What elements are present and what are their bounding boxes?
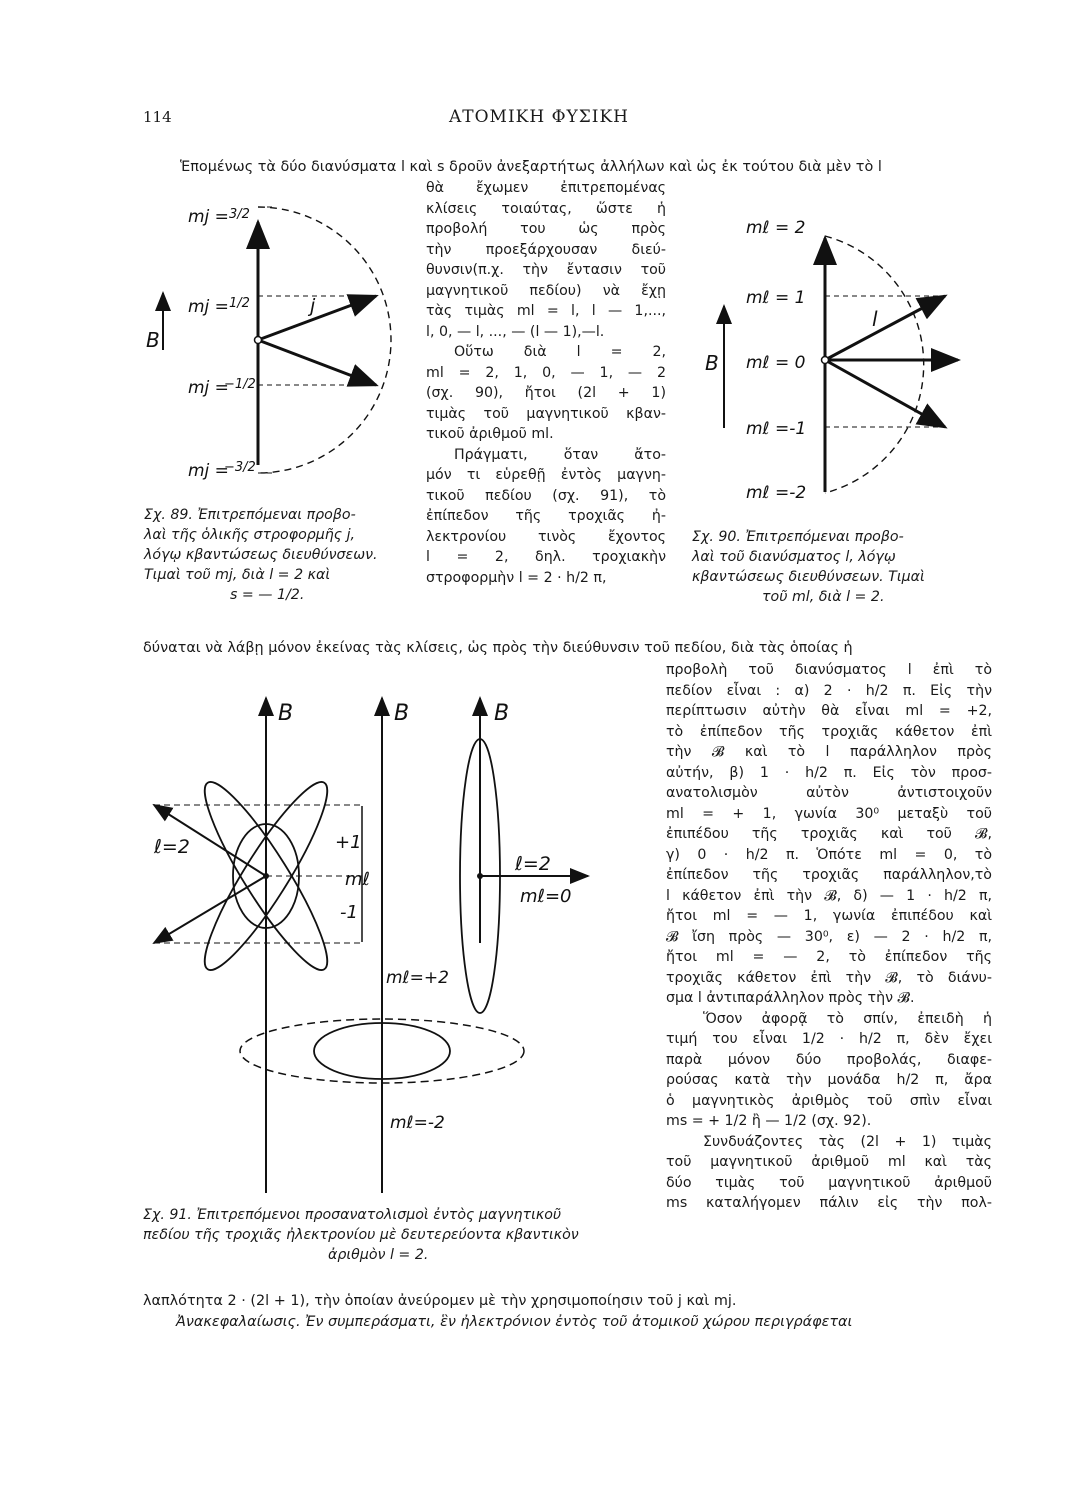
- ml-label-0: mℓ = 0: [746, 353, 806, 373]
- l-label: l: [872, 307, 878, 331]
- mj-value-3: −1/2: [224, 377, 256, 392]
- recap-line: Ἀνακεφαλαίωσις. Ἐν συμπεράσματι, ἓν ἠλεκτρόνιον ἐντὸς τοῦ ἀτομικοῦ χώρου περιγράφεται: [176, 1314, 853, 1330]
- l2-label-right: ℓ=2: [515, 853, 551, 875]
- l-vector-1: [825, 296, 945, 360]
- page-number: 114: [143, 108, 172, 126]
- mlm2-label: mℓ=-2: [390, 1113, 445, 1133]
- b-label-3: B: [494, 701, 510, 726]
- closing-line: λαπλότητα 2 · (2l + 1), τὴν ὁποίαν ἀνεύρομεν μὲ τὴν χρησιμοποίησιν τοῦ j καὶ mj.: [143, 1293, 737, 1309]
- figure-90: [700, 208, 990, 513]
- mj-value-1: 3/2: [229, 207, 250, 222]
- l-vector-minus1: [825, 360, 945, 427]
- fig89-caption: Σχ. 89. Ἐπιτρεπόμεναι προβο- λαὶ τῆς ὁλικῆς στροφορμῆς j, λόγῳ κβαντώσεως διευθύνσεων. Τιμαὶ τοῦ mj, διὰ l = 2 καὶ s = — 1/2.: [144, 507, 378, 603]
- ml0-label: mℓ=0: [520, 886, 572, 907]
- mj-label-4: mj =: [188, 461, 229, 481]
- ml-label-minus2: mℓ =-2: [746, 483, 807, 503]
- j-vector-down: [258, 340, 376, 385]
- b-label-2: B: [394, 701, 410, 726]
- semicircle: [258, 207, 391, 473]
- right-column: προβολὴ τοῦ διανύσματος l ἐπὶ τὸ πεδίον εἶναι : α) 2 · h/2 π. Εἰς τὴν περίπτωσιν αὐτὴν θὰ εἶναι ml = +2, τὸ ἐπίπεδον τῆς τροχιᾶς κάθετον ἐπὶ τὴν 𝓑 καὶ τὸ l παράλληλον πρὸς αὐτήν, β) 1 · h/2 π. Εἰς τὸν προσ- ανατολισμὸν αὐτὸν ἀντιστοιχοῦν ml = + 1, γωνία 30⁰ μεταξὺ τοῦ ἐπιπέδου τῆς τροχιᾶς καὶ τοῦ 𝓑, γ) 0 · h/2 π. Ὁπότε ml = 0, τὸ ἐπίπεδον τῆς τροχιᾶς παράλληλον,τὸ l κάθετον ἐπὶ τὴν 𝓑, δ) — 1 · h/2 π, ἤτοι ml = — 1, γωνία ἐπιπέδου καὶ 𝓑 ἴση πρὸς — 30⁰, ε) — 2 · h/2 π, ἤτοι ml = — 2, τὸ ἐπίπεδον τῆς τροχιᾶς κάθετον ἐπὶ τὴν 𝓑, τὸ διάνυ- σμα l ἀντιπαράλληλον πρὸς τὴν 𝓑. Ὅσον ἀφορᾷ τὸ σπίν, ἐπειδὴ ἡ τιμή του εἶναι 1/2 · h/2 π, δὲν ἔχει παρὰ μόνον δύο προβολάς, διαφε- ρούσας κατὰ τὴν μονάδα h/2 π, ἄρα ὁ μαγνητικὸς ἀριθμὸς τοῦ σπὶν εἶναι ms = + 1/2 ἢ — 1/2 (σχ. 92). Συνδυάζοντες τὰς (2l + 1) τιμὰς τοῦ μαγνητικοῦ ἀριθμοῦ ml καὶ τὰς δύο τιμὰς τοῦ μαγνητικοῦ ἀριθμοῦ ms καταλήγομεν πάλιν εἰς τὴν πολ-: [666, 662, 992, 1211]
- fig91-caption: Σχ. 91. Ἐπιτρεπόμενοι προσανατολισμοὶ ἐντὸς μαγνητικοῦ πεδίου τῆς τροχιᾶς ἠλεκτρονίου μὲ δευτερεύοντα κβαντικὸν ἀριθμὸν l = 2.: [143, 1207, 579, 1263]
- mj-label-3: mj =: [188, 378, 229, 398]
- figure-91: [140, 688, 595, 1196]
- mlp2-label: mℓ=+2: [386, 968, 449, 988]
- ml-label-2: mℓ = 2: [746, 218, 806, 238]
- l2-label-left: ℓ=2: [154, 836, 190, 858]
- j-label: j: [310, 295, 316, 317]
- running-title: ΑΤΟΜΙΚΗ ΦΥΣΙΚΗ: [448, 107, 630, 127]
- mj-label-2: mj =: [188, 297, 229, 317]
- j-vector-up: [258, 296, 376, 340]
- minus1-label: -1: [340, 902, 358, 923]
- mj-value-2: 1/2: [229, 296, 250, 311]
- b-label: B: [705, 351, 719, 375]
- b-label: B: [146, 328, 160, 352]
- fig90-caption: Σχ. 90. Ἐπιτρεπόμεναι προβο- λαὶ τοῦ διανύσματος l, λόγῳ κβαντώσεως διευθύνσεων. Τιμαὶ τοῦ ml, διὰ l = 2.: [692, 529, 925, 605]
- full-width-line: δύναται νὰ λάβῃ μόνον ἐκείνας τὰς κλίσεις, ὡς πρὸς τὴν διεύθυνσιν τοῦ πεδίου, διὰ τὰς ὁποίας ἡ: [143, 640, 853, 656]
- figure-89: [140, 190, 405, 500]
- plus1-label: +1: [335, 832, 362, 853]
- b-label-1: B: [278, 701, 294, 726]
- ml-label: mℓ: [345, 869, 370, 890]
- intro-line: Ἑπομένως τὰ δύο διανύσματα l καὶ s δροῦν ἀνεξαρτήτως ἀλλήλων καὶ ὡς ἐκ τούτου διὰ μὲν τὸ l: [180, 159, 882, 175]
- ml-label-minus1: mℓ =-1: [746, 419, 807, 439]
- middle-column: θὰ ἔχωμεν ἐπιτρεπομένας κλίσεις τοιαύτας, ὥστε ἡ προβολή του ὡς πρὸς τὴν προεξάρχουσαν διεύ- θυνσιν(π.χ. τὴν ἔντασιν τοῦ μαγνητικοῦ πεδίου) νὰ ἔχῃ τὰς τιμὰς ml = l, l — 1,..., l, 0, — l, ..., — (l — 1),—l. Οὕτω διὰ l = 2, ml = 2, 1, 0, — 1, — 2 (σχ. 90), ἤτοι (2l + 1) τιμὰς τοῦ μαγνητικοῦ κβαν- τικοῦ ἀριθμοῦ ml. Πράγματι, ὅταν ἄτο- μόν τι εὑρεθῇ ἐντὸς μαγνη- τικοῦ πεδίου (σχ. 91), τὸ ἐπίπεδον τῆς τροχιᾶς ἠ- λεκτρονίου τινὸς ἔχοντος l = 2, δηλ. τροχιακὴν στροφορμὴν l = 2 · h/2 π,: [426, 180, 666, 586]
- semicircle: [825, 236, 924, 493]
- mj-label-1: mj =: [188, 207, 229, 227]
- ml-label-1: mℓ = 1: [746, 288, 806, 308]
- mj-value-4: −3/2: [224, 460, 256, 475]
